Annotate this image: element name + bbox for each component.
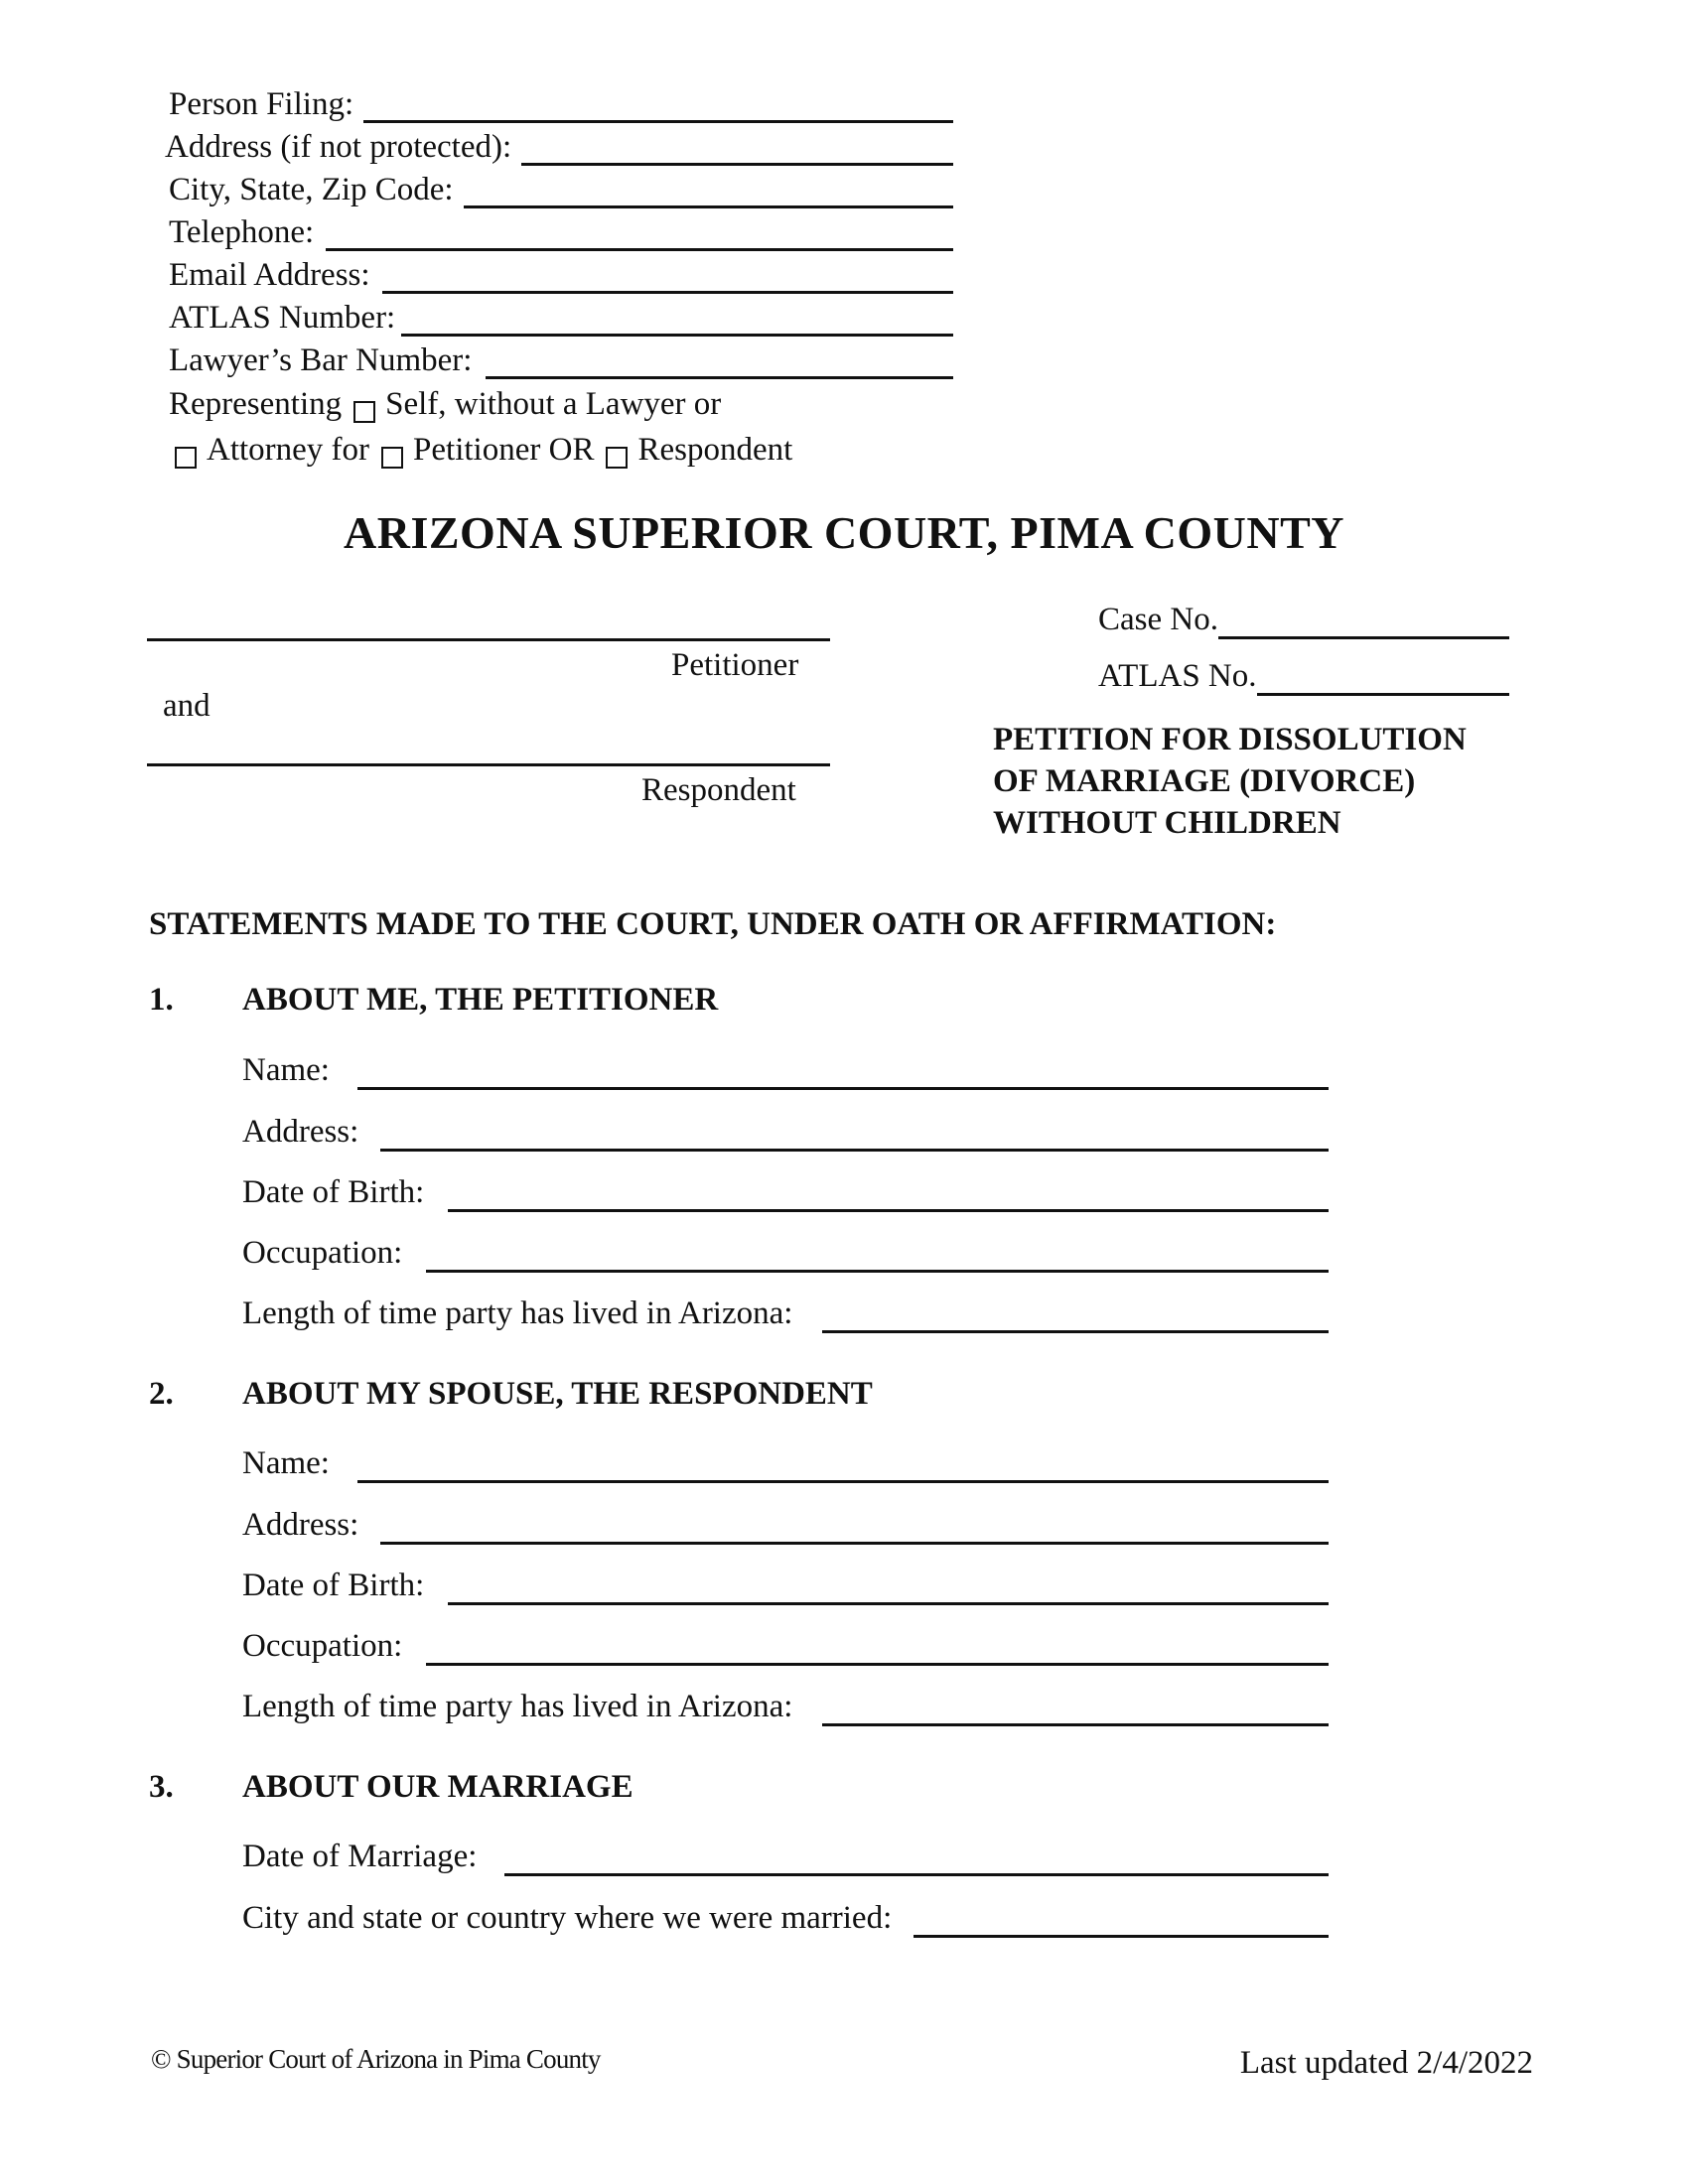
petitioner-caption-label: Petitioner xyxy=(671,647,799,683)
respondent-occupation-row xyxy=(242,1626,1329,1666)
respondent-address-row xyxy=(242,1505,1329,1545)
attorney-row xyxy=(173,431,792,469)
respondent-checkbox[interactable] xyxy=(606,447,628,469)
case-no-field[interactable] xyxy=(1218,610,1509,639)
respondent-name-field[interactable] xyxy=(147,737,830,766)
email-field[interactable] xyxy=(382,264,953,294)
petition-title-line-2: OF MARRIAGE (DIVORCE) xyxy=(993,763,1416,799)
petitioner-residency-row xyxy=(242,1294,1329,1333)
section-heading: ABOUT OUR MARRIAGE xyxy=(242,1769,633,1805)
field-label: Name: xyxy=(242,1445,330,1481)
atlas-number-row xyxy=(169,299,953,337)
footer-last-updated: Last updated 2/4/2022 xyxy=(1239,2045,1533,2081)
field-label: Length of time party has lived in Arizona: xyxy=(242,1296,793,1331)
case-no-label: Case No. xyxy=(1098,602,1218,637)
court-title: ARIZONA SUPERIOR COURT, PIMA COUNTY xyxy=(344,507,1344,558)
section-number: 3. xyxy=(149,1769,174,1805)
field-label: City and state or country where we were married: xyxy=(242,1900,893,1936)
attorney-for-label: Attorney for xyxy=(207,432,370,468)
section-heading: ABOUT MY SPOUSE, THE RESPONDENT xyxy=(242,1376,873,1412)
section-number: 1. xyxy=(149,982,174,1018)
city-state-zip-field[interactable] xyxy=(464,179,953,208)
petitioner-dob-input[interactable] xyxy=(448,1182,1329,1212)
respondent-name-row xyxy=(242,1443,1329,1483)
attorney-checkbox[interactable] xyxy=(175,447,197,469)
respondent-residency-row xyxy=(242,1687,1329,1726)
petitioner-occupation-row xyxy=(242,1233,1329,1273)
atlas-number-label: ATLAS Number: xyxy=(169,300,396,336)
case-no-row xyxy=(1098,600,1509,639)
address-field[interactable] xyxy=(521,136,953,166)
respondent-dob-row xyxy=(242,1566,1329,1605)
person-filing-row xyxy=(169,85,953,123)
respondent-residency-input[interactable] xyxy=(822,1697,1329,1726)
section-heading: ABOUT ME, THE PETITIONER xyxy=(242,982,719,1018)
field-label: Date of Birth: xyxy=(242,1568,425,1603)
person-filing-field[interactable] xyxy=(363,93,953,123)
marriage-place-input[interactable] xyxy=(914,1908,1329,1938)
representing-row xyxy=(169,385,721,423)
telephone-label: Telephone: xyxy=(169,214,315,250)
respondent-name-input[interactable] xyxy=(357,1453,1329,1483)
field-label: Occupation: xyxy=(242,1628,403,1664)
representing-label: Representing xyxy=(169,386,343,422)
email-row xyxy=(169,256,953,294)
petitioner-name-input[interactable] xyxy=(357,1060,1329,1090)
bar-number-row xyxy=(169,341,953,379)
address-row xyxy=(165,128,953,166)
petition-title-line-1: PETITION FOR DISSOLUTION xyxy=(993,722,1467,757)
field-label: Date of Marriage: xyxy=(242,1839,478,1874)
email-label: Email Address: xyxy=(169,257,370,293)
telephone-row xyxy=(169,213,953,251)
respondent-option-label: Respondent xyxy=(637,432,793,468)
self-option-label: Self, without a Lawyer or xyxy=(385,386,722,422)
telephone-field[interactable] xyxy=(326,221,953,251)
petitioner-or-label: Petitioner OR xyxy=(413,432,595,468)
petitioner-address-input[interactable] xyxy=(380,1122,1329,1152)
field-label: Address: xyxy=(242,1507,359,1543)
atlas-number-field[interactable] xyxy=(401,307,953,337)
atlas-no-row xyxy=(1098,656,1509,696)
respondent-occupation-input[interactable] xyxy=(426,1636,1329,1666)
marriage-date-row xyxy=(242,1837,1329,1876)
respondent-dob-input[interactable] xyxy=(448,1575,1329,1605)
field-label: Address: xyxy=(242,1114,359,1150)
petitioner-occupation-input[interactable] xyxy=(426,1243,1329,1273)
respondent-caption-label: Respondent xyxy=(641,772,796,808)
petitioner-address-row xyxy=(242,1112,1329,1152)
respondent-address-input[interactable] xyxy=(380,1515,1329,1545)
person-filing-label: Person Filing: xyxy=(169,86,354,122)
bar-number-field[interactable] xyxy=(486,349,953,379)
atlas-no-field[interactable] xyxy=(1257,666,1509,696)
petition-title xyxy=(993,719,1467,844)
self-checkbox[interactable] xyxy=(353,401,375,423)
city-state-zip-row xyxy=(169,171,953,208)
atlas-no-label: ATLAS No. xyxy=(1098,658,1257,694)
and-label: and xyxy=(163,688,211,724)
address-label: Address (if not protected): xyxy=(165,129,512,165)
footer-copyright: © Superior Court of Arizona in Pima County xyxy=(151,2044,601,2074)
petitioner-residency-input[interactable] xyxy=(822,1303,1329,1333)
petitioner-name-row xyxy=(242,1050,1329,1090)
section-number: 2. xyxy=(149,1376,174,1412)
petitioner-dob-row xyxy=(242,1172,1329,1212)
petition-title-line-3: WITHOUT CHILDREN xyxy=(993,805,1341,841)
bar-number-label: Lawyer’s Bar Number: xyxy=(169,342,473,378)
field-label: Name: xyxy=(242,1052,330,1088)
petitioner-checkbox[interactable] xyxy=(381,447,403,469)
petitioner-name-field[interactable] xyxy=(147,612,830,641)
marriage-place-row xyxy=(242,1898,1329,1938)
field-label: Date of Birth: xyxy=(242,1174,425,1210)
statements-heading: STATEMENTS MADE TO THE COURT, UNDER OATH OR AFFIRMATION: xyxy=(149,906,1277,942)
city-state-zip-label: City, State, Zip Code: xyxy=(169,172,454,207)
field-label: Occupation: xyxy=(242,1235,403,1271)
marriage-date-input[interactable] xyxy=(504,1846,1329,1876)
field-label: Length of time party has lived in Arizona: xyxy=(242,1689,793,1724)
